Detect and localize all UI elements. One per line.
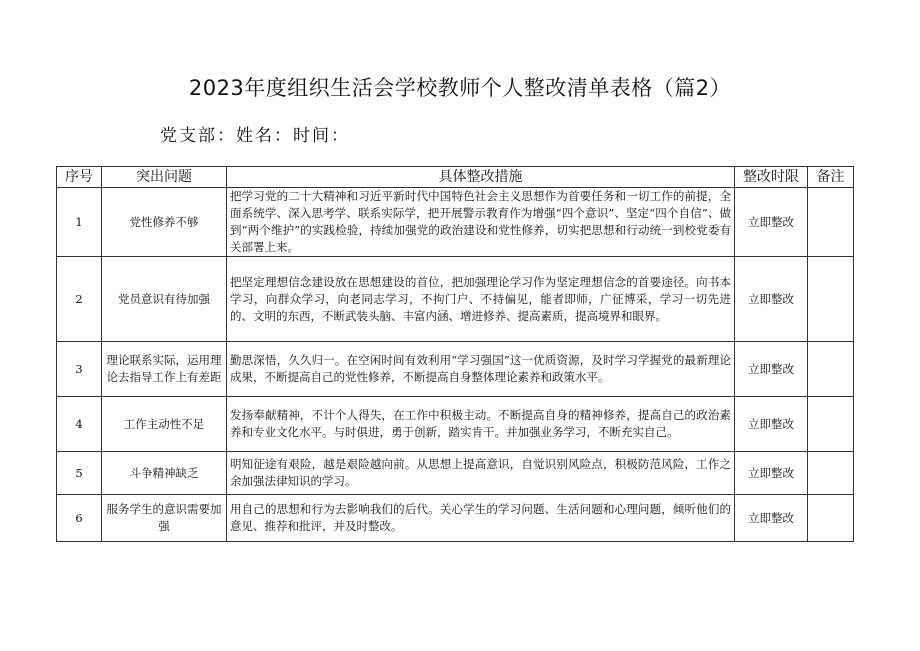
- row-note: [808, 188, 854, 257]
- row-limit: 立即整改: [735, 342, 808, 397]
- table-row: [57, 188, 854, 257]
- table-row: [57, 452, 854, 495]
- table-header-row: [57, 167, 854, 188]
- row-issue: 服务学生的意识需要加强: [102, 495, 227, 542]
- row-no: 3: [57, 342, 102, 397]
- row-measure: 用自己的思想和行为去影响我们的后代。关心学生的学习问题、生活问题和心理问题，倾听他们的意见、推荐和批评，并及时整改。: [227, 495, 735, 542]
- rectification-table: [56, 166, 854, 542]
- row-limit: 立即整改: [735, 397, 808, 452]
- row-no: 6: [57, 495, 102, 542]
- header-no: 序号: [57, 167, 102, 188]
- row-issue: 斗争精神缺乏: [102, 452, 227, 495]
- row-no: 2: [57, 257, 102, 342]
- row-measure: 把学习党的二十大精神和习近平新时代中国特色社会主义思想作为首要任务和一切工作的前提，全面系统学、深入思考学、联系实际学，把开展警示教育作为增强“四个意识”、坚定“四个自信”、做到“两个维护”的实践检验，持续加强党的政治建设和党性修养，切实把思想和行动统一到校党委有关部署上来。: [227, 188, 735, 257]
- row-no: 1: [57, 188, 102, 257]
- row-limit: 立即整改: [735, 495, 808, 542]
- row-limit: 立即整改: [735, 452, 808, 495]
- table-row: [57, 342, 854, 397]
- row-note: [808, 397, 854, 452]
- row-note: [808, 495, 854, 542]
- row-measure: 发扬奉献精神，不计个人得失，在工作中积极主动。不断提高自身的精神修养，提高自己的政治素养和专业文化水平。与时俱进，勇于创新，踏实肯干。并加强业务学习，不断充实自己。: [227, 397, 735, 452]
- header-measure: 具体整改措施: [227, 167, 735, 188]
- row-limit: 立即整改: [735, 257, 808, 342]
- table-row: [57, 397, 854, 452]
- header-fields-line: 党支部：姓名：时间：: [160, 126, 350, 146]
- row-limit: 立即整改: [735, 188, 808, 257]
- row-note: [808, 257, 854, 342]
- table-row: [57, 257, 854, 342]
- row-measure: 明知征途有艰险，越是艰险越向前。从思想上提高意识，自觉识别风险点，积极防范风险，工作之余加强法律知识的学习。: [227, 452, 735, 495]
- row-no: 5: [57, 452, 102, 495]
- row-note: [808, 452, 854, 495]
- row-measure: 把坚定理想信念建设放在思想建设的首位，把加强理论学习作为坚定理想信念的首要途径。向书本学习，向群众学习，向老同志学习，不拘门户、不持偏见，能者即师，广征博采，学习一切先进的、文明的东西，不断武装头脑、丰富内涵、增进修养、提高素质，提高境界和眼界。: [227, 257, 735, 342]
- row-no: 4: [57, 397, 102, 452]
- header-issue: 突出问题: [102, 167, 227, 188]
- row-note: [808, 342, 854, 397]
- table-row: [57, 495, 854, 542]
- row-issue: 党性修养不够: [102, 188, 227, 257]
- row-measure: 勤思深悟，久久归一。在空闲时间有效利用“学习强国”这一优质资源，及时学习学握党的最新理论成果，不断提高自己的党性修养，不断提高自身整体理论素养和政策水平。: [227, 342, 735, 397]
- header-note: 备注: [808, 167, 854, 188]
- row-issue: 工作主动性不足: [102, 397, 227, 452]
- document-title: 2023年度组织生活会学校教师个人整改清单表格（篇2）: [188, 76, 732, 100]
- header-limit: 整改时限: [735, 167, 808, 188]
- row-issue: 党员意识有待加强: [102, 257, 227, 342]
- row-issue: 理论联系实际，运用理论去指导工作上有差距: [102, 342, 227, 397]
